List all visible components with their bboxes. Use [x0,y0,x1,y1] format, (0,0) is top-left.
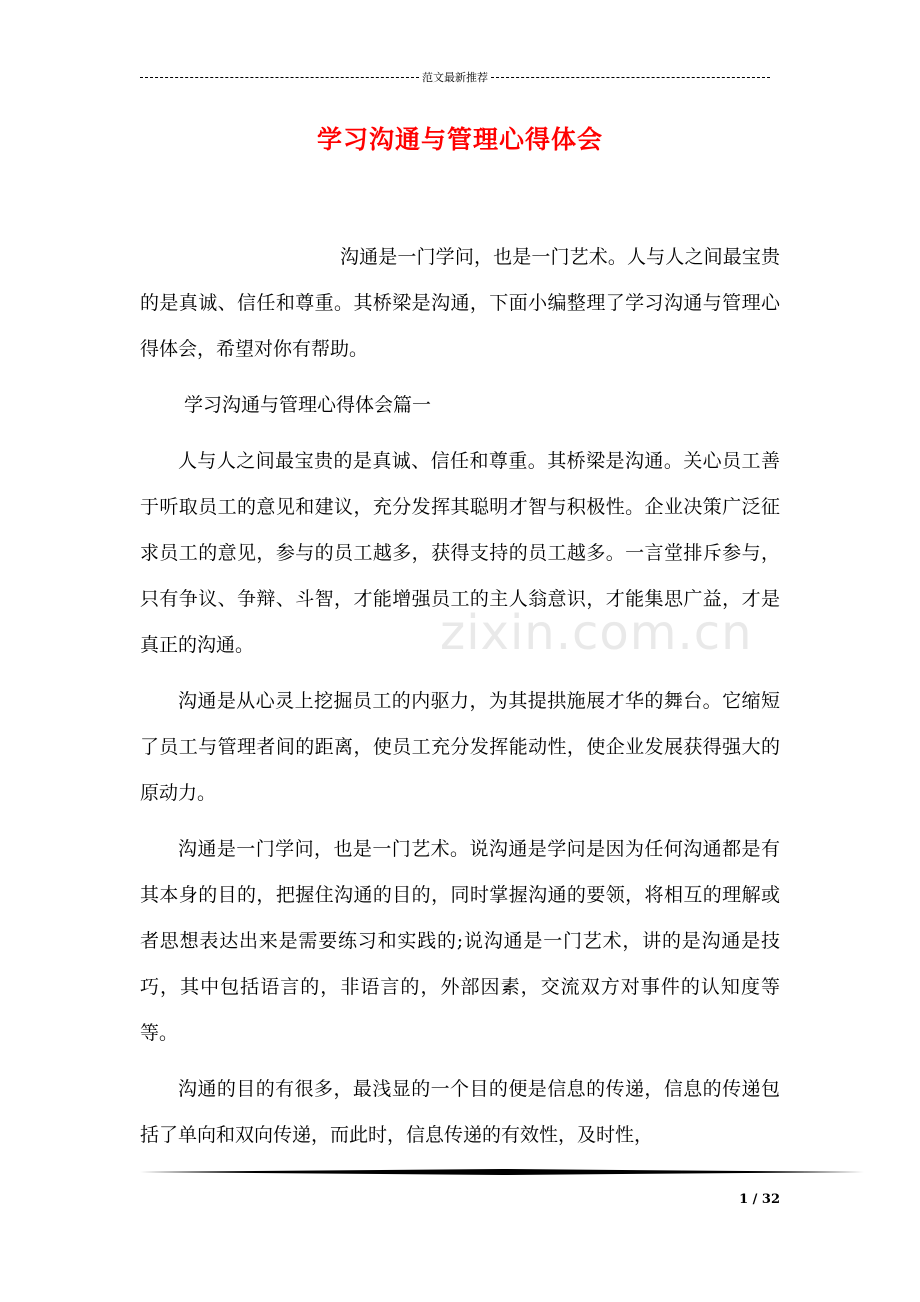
body-paragraph: 沟通的目的有很多，最浅显的一个目的便是信息的传递，信息的传递包括了单向和双向传递，而此时，信息传递的有效性，及时性， [140,1078,780,1146]
footer-divider [140,1168,864,1176]
body-paragraph: 沟通是从心灵上挖掘员工的内驱力，为其提拱施展才华的舞台。它缩短了员工与管理者间的距离，使员工充分发挥能动性，使企业发展获得强大的原动力。 [140,690,780,804]
document-title: 学习沟通与管理心得体会 [316,125,603,154]
page-number: 1 / 32 [739,1192,780,1207]
header-label: 范文最新推荐 [422,71,488,84]
section-heading: 学习沟通与管理心得体会篇一 [184,394,432,416]
page-header [140,68,770,86]
header-dash-right [491,77,770,78]
body-paragraph: 沟通是一门学问，也是一门艺术。说沟通是学问是因为任何沟通都是有其本身的目的，把握住沟通的目的，同时掌握沟通的要领，将相互的理解或者思想表达出来是需要练习和实践的;说沟通是一门艺术，讲的是沟通是技巧，其中包括语言的，非语言的，外部因素，交流双方对事件的认知度等等。 [140,838,780,1044]
watermark: zixin.com.cn [440,605,753,661]
header-dash-left [140,77,419,78]
intro-paragraph: 沟通是一门学问，也是一门艺术。人与人之间最宝贵的是真诚、信任和尊重。其桥梁是沟通，下面小编整理了学习沟通与管理心得体会，希望对你有帮助。 [140,246,780,360]
body-paragraph: 人与人之间最宝贵的是真诚、信任和尊重。其桥梁是沟通。关心员工善于听取员工的意见和建议，充分发挥其聪明才智与积极性。企业决策广泛征求员工的意见，参与的员工越多，获得支持的员工越多。一言堂排斥参与，只有争议、争辩、斗智，才能增强员工的主人翁意识，才能集思广益，才是真正的沟通。 [140,450,780,656]
document-body [140,234,780,1158]
